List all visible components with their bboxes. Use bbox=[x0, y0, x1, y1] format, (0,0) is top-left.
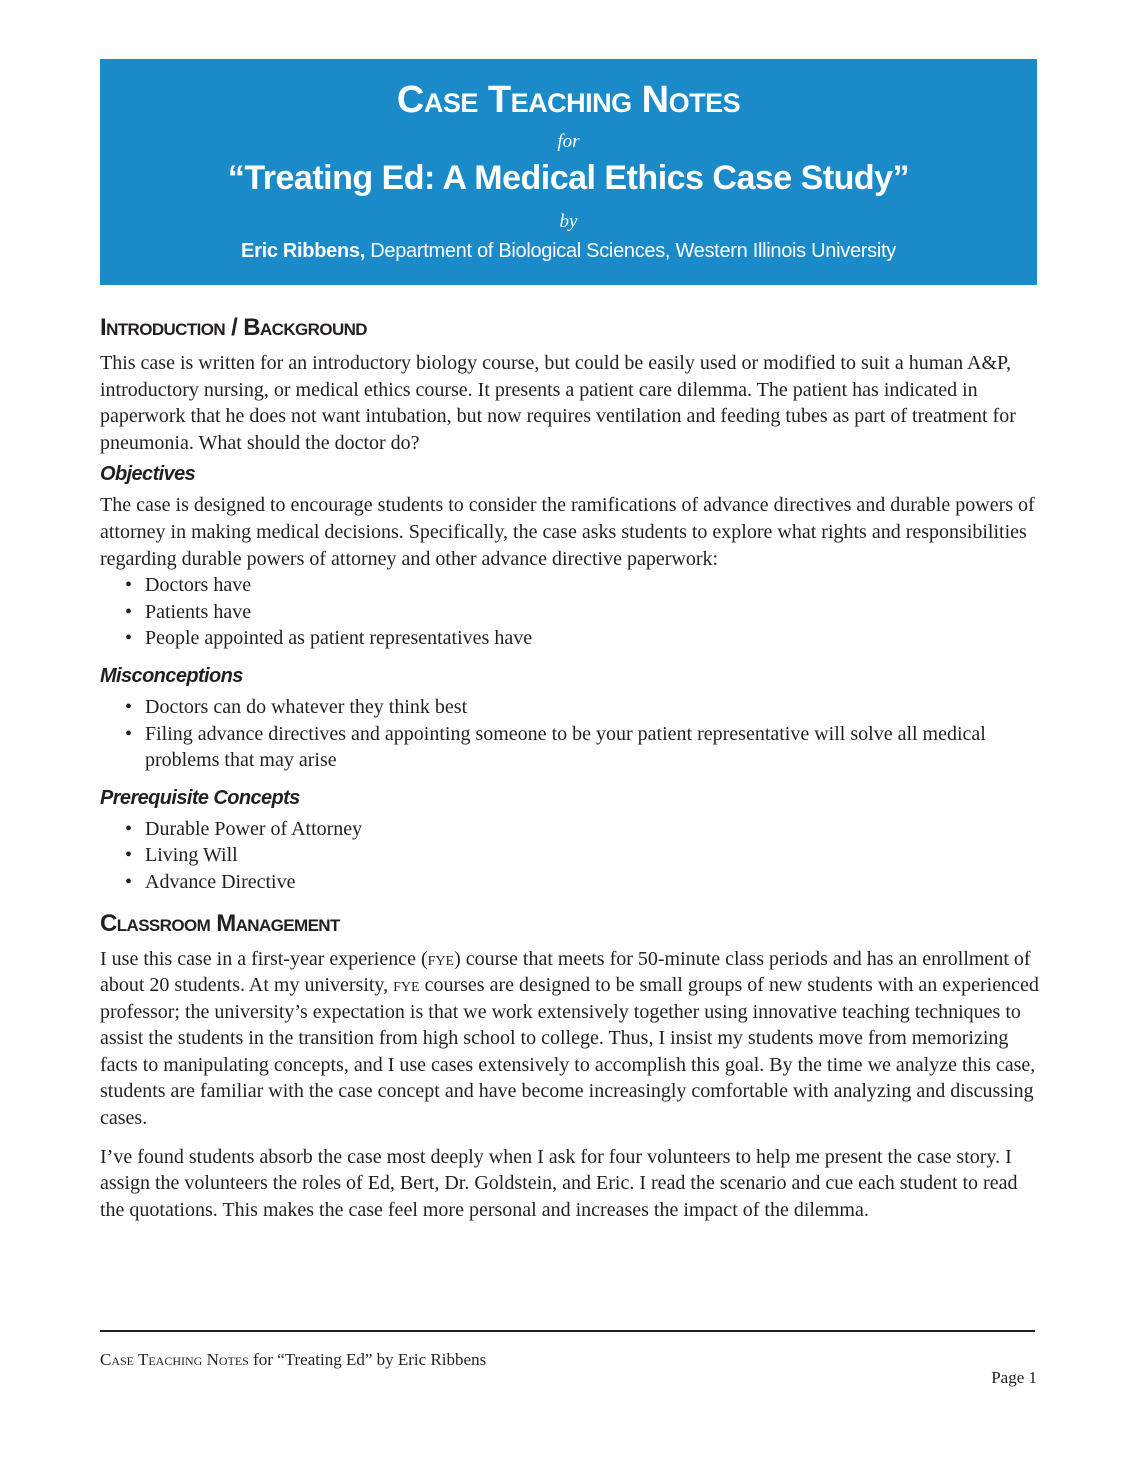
subheading-objectives: Objectives bbox=[100, 463, 196, 486]
footer-doc-type: Case Teaching Notes bbox=[100, 1350, 249, 1369]
text-run: I use this case in a first-year experience ( bbox=[100, 947, 428, 970]
footer-title-rest: for “Treating Ed” by Eric Ribbens bbox=[248, 1350, 487, 1369]
section-heading-introduction: Introduction / Background bbox=[100, 314, 367, 341]
intro-paragraph: This case is written for an introductory biology course, but could be easily used or modified to suit a human A&P, introductory nursing, or medical ethics course. It presents a patient care dilemma. The patient has indicated in paperwork that he does not want intubation, but now requires ventilation and feeding tubes as part of treatment for pneumonia. What should the doctor do? bbox=[100, 352, 1016, 454]
list-item: • Doctors can do whatever they think best bbox=[125, 694, 1040, 721]
main-content bbox=[100, 306, 1040, 1223]
list-item: • People appointed as patient representatives have bbox=[125, 625, 1040, 652]
text-run: ) course that meets for 50-minute class periods and has an enrollment of about 20 students. At my university, bbox=[100, 947, 1031, 997]
page-number: Page 1 bbox=[991, 1368, 1037, 1387]
author-name: Eric Ribbens, bbox=[241, 240, 365, 262]
objectives-list bbox=[100, 572, 1040, 652]
case-title: “Treating Ed: A Medical Ethics Case Study” bbox=[227, 159, 910, 197]
fye-abbrev: fye bbox=[427, 947, 455, 970]
list-item: • Living Will bbox=[125, 842, 1040, 869]
list-item: • Durable Power of Attorney bbox=[125, 816, 1040, 843]
list-item: • Advance Directive bbox=[125, 869, 1040, 896]
subheading-prerequisite-concepts: Prerequisite Concepts bbox=[100, 786, 300, 809]
classroom-paragraph-1 bbox=[100, 946, 1040, 1132]
text-run: courses are designed to be small groups of new students with an experienced professor; the university’s expectation is that we work extensively together using innovative teaching techniques to assist the students in the transition from high school to college. Thus, I insist my students move from memorizing facts to manipulating concepts, and I use cases extensively to accomplish this goal. By the time we analyze this case, students are familiar with the case concept and have become increasingly comfortable with analyzing and discussing cases. bbox=[100, 974, 1039, 1130]
doc-type-title: Case Teaching Notes bbox=[396, 79, 741, 121]
misconceptions-list bbox=[100, 694, 1040, 774]
footer-running-title bbox=[100, 1350, 486, 1370]
subheading-misconceptions: Misconceptions bbox=[100, 664, 243, 687]
fye-abbrev: fye bbox=[393, 974, 420, 997]
prerequisites-list bbox=[100, 816, 1040, 896]
author-line bbox=[100, 240, 1037, 263]
title-banner bbox=[100, 59, 1037, 285]
footer-divider bbox=[100, 1330, 1035, 1332]
objectives-paragraph: The case is designed to encourage students to consider the ramifications of advance directives and durable powers of attorney in making medical decisions. Specifically, the case asks students to explore what rights and responsibilities regarding durable powers of attorney and other advance directive paperwork: bbox=[100, 494, 1035, 570]
classroom-paragraph-2: I’ve found students absorb the case most deeply when I ask for four volunteers to help me present the case story. I assign the volunteers the roles of Ed, Bert, Dr. Goldstein, and Eric. I read the scenario and cue each student to read the quotations. This makes the case feel more personal and increases the impact of the dilemma. bbox=[100, 1145, 1018, 1221]
by-label: by bbox=[559, 211, 578, 232]
for-label: for bbox=[557, 131, 580, 152]
list-item: • Doctors have bbox=[125, 572, 1040, 599]
author-affiliation: Department of Biological Sciences, Western Illinois University bbox=[370, 240, 896, 262]
list-item: • Patients have bbox=[125, 599, 1040, 626]
section-heading-classroom-management: Classroom Management bbox=[100, 909, 340, 937]
list-item: • Filing advance directives and appointing someone to be your patient representative will solve all medical problems that may arise bbox=[125, 721, 1040, 774]
